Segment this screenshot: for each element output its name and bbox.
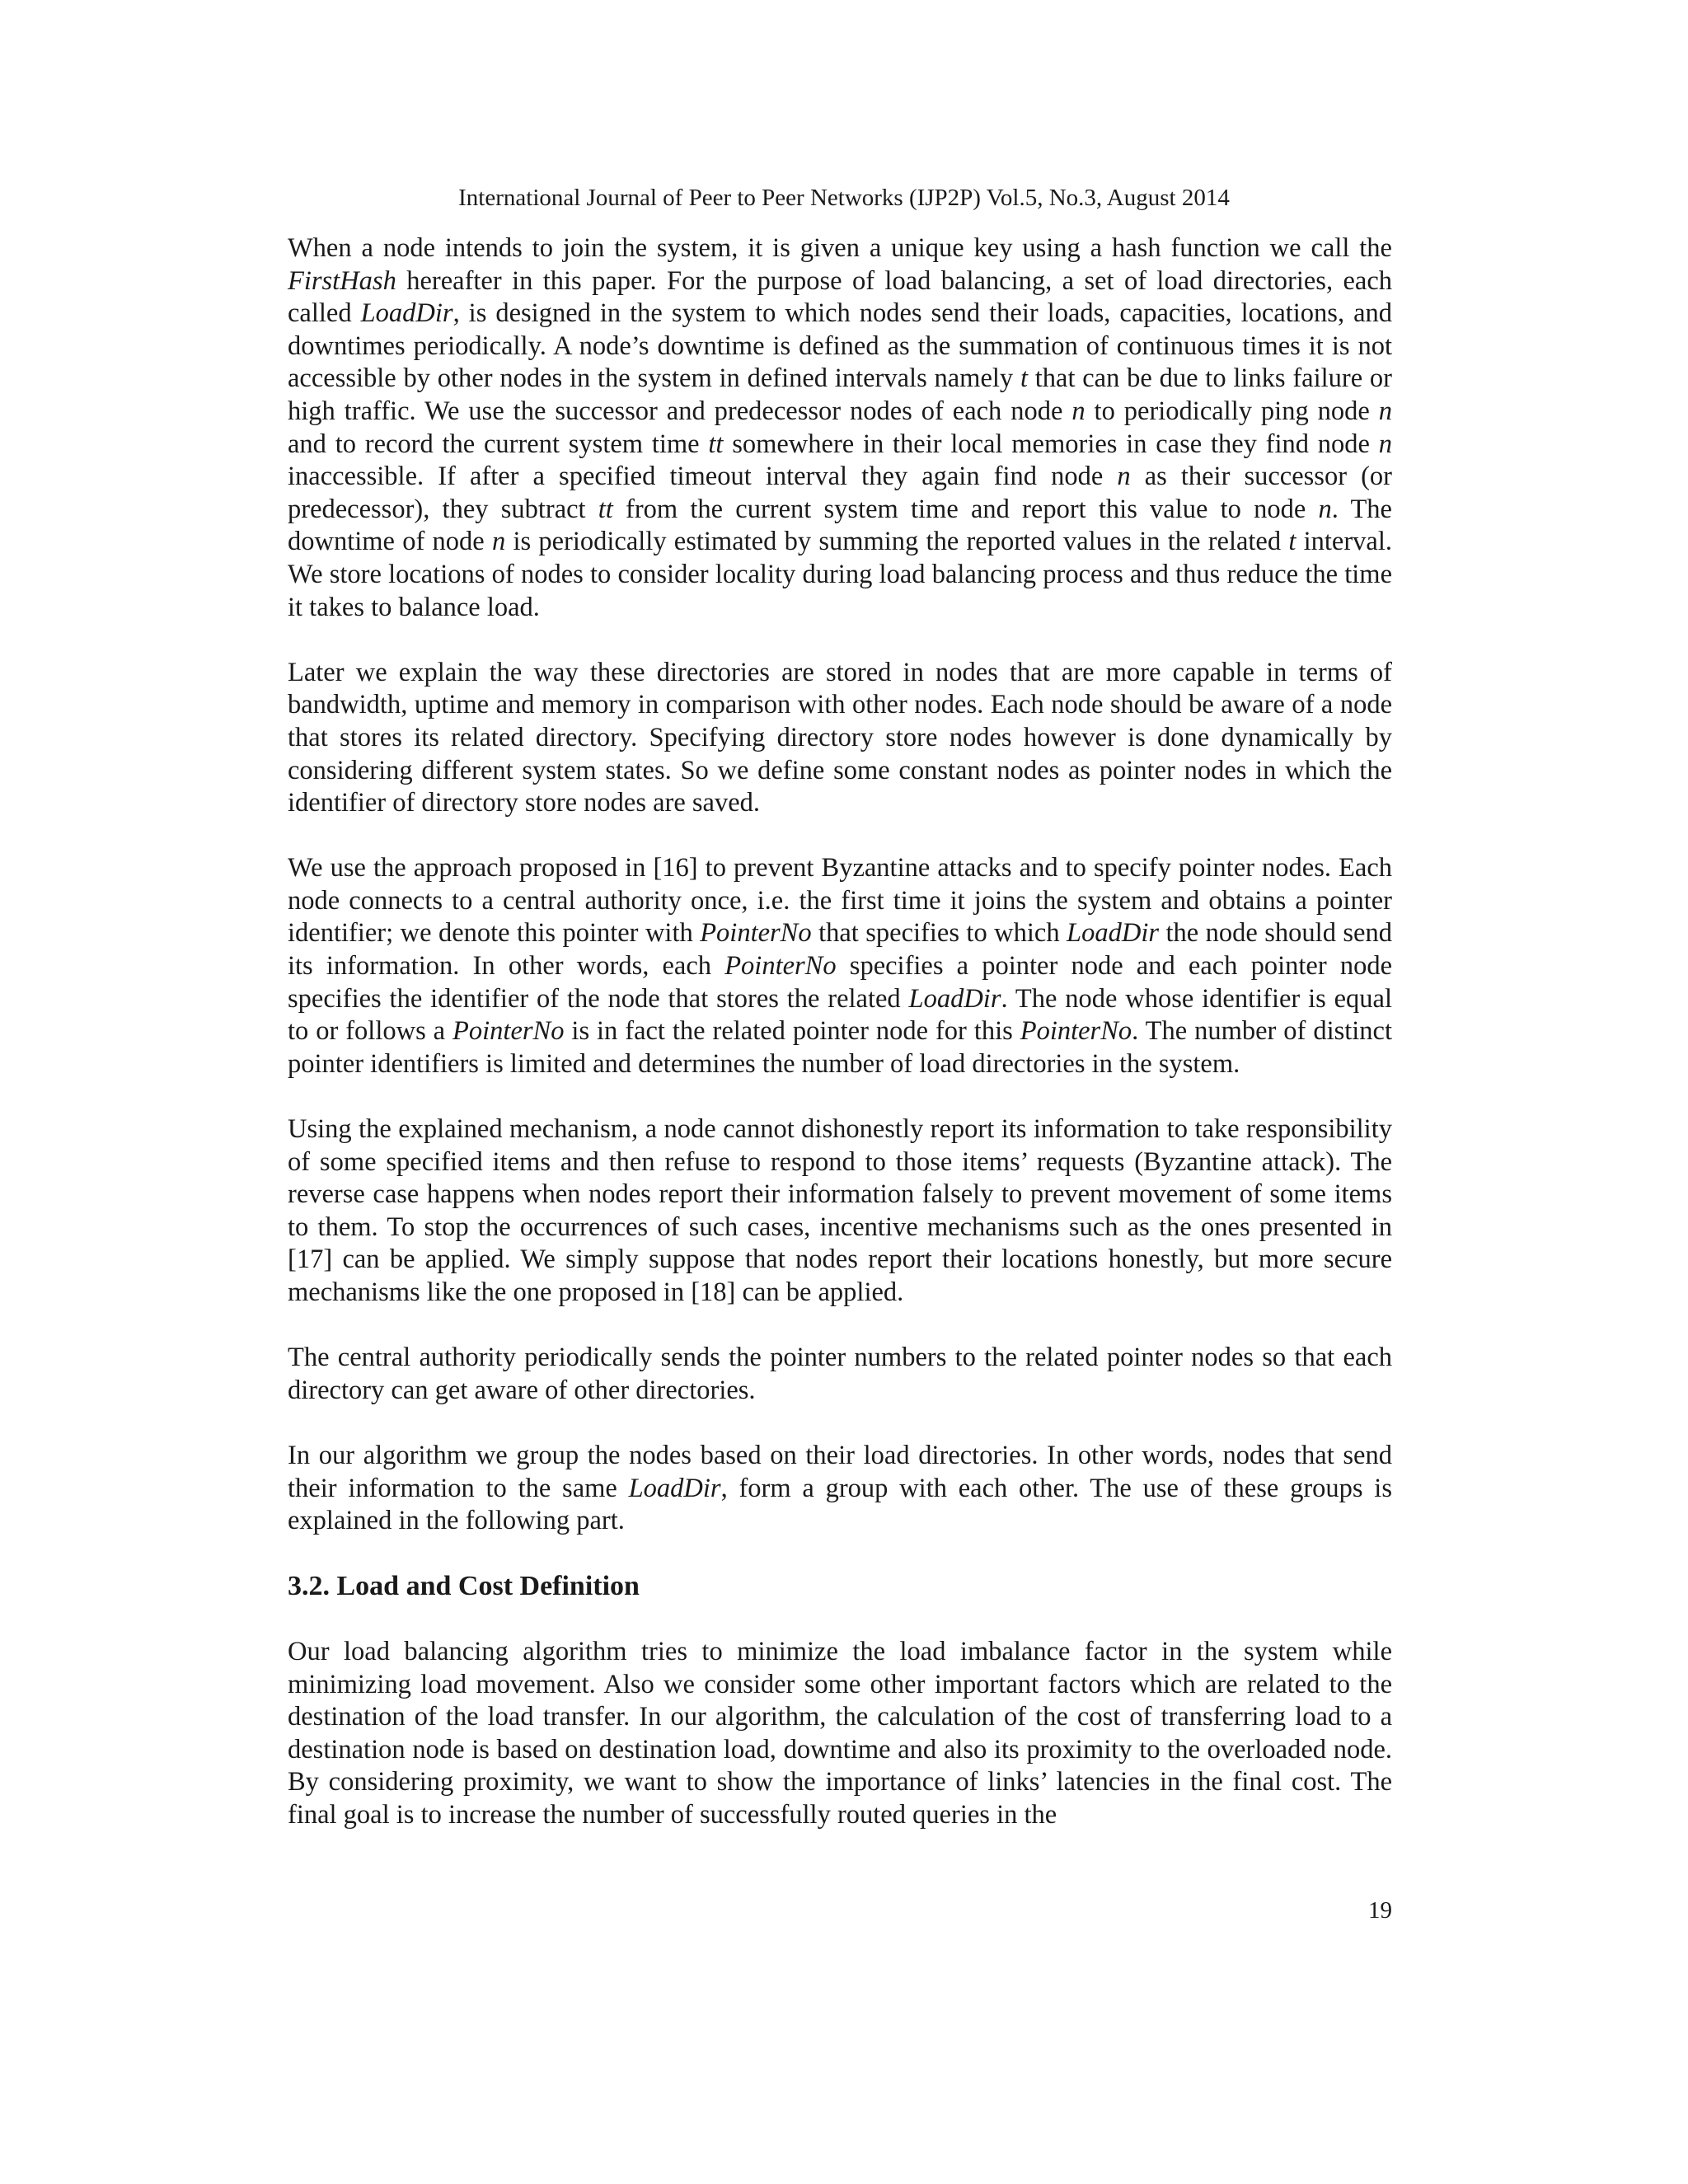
text-run: interval. We store locations of nodes to consider locality during load balancing process and thus reduce the time it takes to balance load.: [288, 527, 1393, 622]
text-run: We use the approach proposed in [16] to prevent Byzantine attacks and to specify pointer nodes. Each node connects to a central authority once, i.e. the first time it joins the system and obtains a pointer identifier; we denote this pointer with: [288, 853, 1392, 949]
text-run: the node should send its information. In other words, each: [288, 918, 1392, 982]
text-run: , form a group with each other. The use of these groups is explained in the following part.: [288, 1473, 1392, 1536]
italic-term: PointerNo: [452, 1016, 565, 1047]
paragraph-byzantine: [288, 1113, 1392, 1310]
text-run: When a node intends to join the system, it is given a unique key using a hash function we call the: [288, 233, 1392, 263]
text-run: Later we explain the way these directories are stored in nodes that are more capable in terms of bandwidth, uptime and memory in comparison with other nodes. Each node should be aware of a node that stores its related directory. Specifying directory store nodes however is done dynamically by considering different system states. So we define some constant nodes as pointer nodes in which the identifier of directory store nodes are saved.: [288, 657, 1392, 818]
italic-term: LoadDir: [360, 298, 453, 329]
italic-term: n: [1378, 429, 1392, 459]
paragraph-directory-storage: [288, 657, 1392, 820]
paragraph-node-join: [288, 232, 1392, 624]
paragraph-central-authority: [288, 1342, 1392, 1407]
text-run: that can be due to links failure or high traffic. We use the successor and predecessor nodes of each node: [288, 363, 1392, 426]
italic-term: n: [1378, 396, 1393, 426]
italic-term: FirstHash: [288, 265, 396, 296]
italic-term: tt: [708, 429, 724, 459]
text-run: that specifies to which: [811, 918, 1067, 949]
italic-term: n: [1318, 494, 1332, 524]
italic-term: LoadDir: [628, 1473, 721, 1503]
text-run: The central authority periodically sends the pointer numbers to the related pointer nodes so that each directory can get aware of other directories.: [288, 1343, 1392, 1405]
text-run: . The number of distinct pointer identifiers is limited and determines the number of load directories in the system.: [288, 1016, 1393, 1079]
italic-term: n: [1117, 462, 1131, 492]
text-run: as their successor (or predecessor), they subtract: [288, 462, 1393, 524]
section-heading: 3.2. Load and Cost Definition: [288, 1571, 640, 1602]
text-run: . The downtime of node: [288, 494, 1392, 557]
text-run: hereafter in this paper. For the purpose of load balancing, a set of load directories, each called: [288, 265, 1392, 329]
text-run: Using the explained mechanism, a node cannot dishonestly report its information to take responsibility of some specified items and then refuse to respond to those items’ requests (Byzantine attack). The reverse case happens when nodes report their information falsely to prevent movement of some items to them. To stop the occurrences of such cases, incentive mechanisms such as the ones presented in [17] can be applied. We simply suppose that nodes report their locations honestly, but more secure mechanisms like the one proposed in [18] can be applied.: [288, 1114, 1392, 1307]
text-run: In our algorithm we group the nodes based on their load directories. In other words, nodes that send their information to the same: [288, 1440, 1392, 1503]
italic-term: tt: [598, 494, 613, 524]
text-run: , is designed in the system to which nodes send their loads, capacities, locations, and downtimes periodically. A node’s downtime is defined as the summation of continuous times it is not accessible by other nodes in the system in defined intervals namely: [288, 298, 1392, 394]
page-number: 19: [1368, 1897, 1392, 1924]
italic-term: n: [491, 527, 506, 557]
paragraph-load-cost: [288, 1636, 1392, 1832]
italic-term: PointerNo: [700, 918, 812, 949]
italic-term: t: [1288, 527, 1296, 557]
italic-term: LoadDir: [1067, 918, 1160, 949]
paragraph-grouping: [288, 1440, 1392, 1538]
text-run: inaccessible. If after a specified timeout interval they again find node: [288, 462, 1118, 492]
italic-term: t: [1020, 363, 1028, 394]
text-run: somewhere in their local memories in case they find node: [723, 429, 1379, 459]
italic-term: n: [1071, 396, 1085, 426]
text-run: is periodically estimated by summing the reported values in the related: [505, 527, 1289, 557]
text-run: is in fact the related pointer node for this: [564, 1016, 1020, 1047]
running-header: International Journal of Peer to Peer Networks (IJP2P) Vol.5, No.3, August 2014: [458, 185, 1230, 211]
body-text: [288, 232, 1392, 1864]
italic-term: LoadDir: [908, 983, 1001, 1014]
text-run: . The node whose identifier is equal to or follows a: [288, 983, 1392, 1047]
text-run: and to record the current system time: [288, 429, 709, 459]
text-run: Our load balancing algorithm tries to minimize the load imbalance factor in the system while minimizing load movement. Also we consider some other important factors which are related to the destination of the load transfer. In our algorithm, the calculation of the cost of transferring load to a destination node is based on destination load, downtime and also its proximity to the overloaded node. By considering proximity, we want to show the importance of links’ latencies in the final cost. The final goal is to increase the number of successfully routed queries in the: [288, 1636, 1392, 1830]
paragraph-pointer-nodes: [288, 852, 1392, 1080]
italic-term: PointerNo: [1020, 1016, 1132, 1047]
text-run: from the current system time and report this value to node: [612, 494, 1319, 524]
text-run: to periodically ping node: [1085, 396, 1379, 426]
text-run: specifies a pointer node and each pointer node specifies the identifier of the node that stores the related: [288, 951, 1392, 1014]
italic-term: PointerNo: [724, 951, 837, 982]
